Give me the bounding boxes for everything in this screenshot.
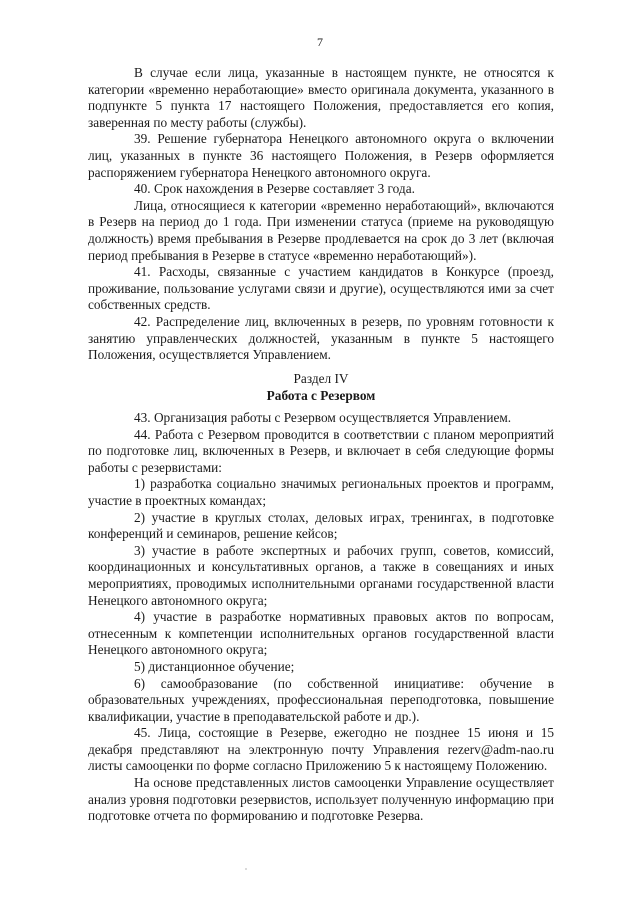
section-title: Работа с Резервом <box>266 387 376 403</box>
section-heading <box>88 371 554 404</box>
paragraph-40: 40. Срок нахождения в Резерве составляет 3 года. <box>134 181 415 197</box>
list-item-3: 3) участие в работе экспертных и рабочих групп, советов, комиссий, координационных и консультативных органов, а также в совещаниях и иных мероприятиях, проводимых исполнительными органами государственной власти Ненецкого автономного округа; <box>88 542 554 608</box>
paragraph-42: 42. Распределение лиц, включенных в резерв, по уровням готовности к занятию управленческих должностей, указанным в пункте 5 настоящего Положения, осуществляется Управлением. <box>88 313 554 363</box>
page-number: 7 <box>317 35 323 49</box>
list-item-1: 1) разработка социально значимых региональных проектов и программ, участие в проектных командах; <box>88 476 554 508</box>
paragraph-41: 41. Расходы, связанные с участием кандидатов в Конкурсе (проезд, проживание, пользование услугами связи и другие), осуществляются ими за счет собственных средств. <box>88 264 554 313</box>
list-item-5: 5) дистанционное обучение; <box>134 658 295 674</box>
paragraph-copy-note: В случае если лица, указанные в настоящем пункте, не относятся к категории «временно неработающие» вместо оригинала документа, указанного в подпункте 5 пункта 17 настоящего Положения, предоставляется его копия, заверенная по месту работы (службы). <box>88 65 554 130</box>
text-block-part1 <box>88 65 554 364</box>
paragraph-45: 45. Лица, состоящие в Резерве, ежегодно не позднее 15 июня и 15 декабря представляют на электронную почту Управления rezerv@adm-nao.ru листы самооценки по форме согласно Приложению 5 к настоящему Положению. <box>88 725 554 774</box>
section-label: Раздел IV <box>293 371 349 386</box>
list-item-4: 4) участие в разработке нормативных правовых актов по вопросам, отнесенным к компетенции исполнительных органов государственной власти Ненецкого автономного округа; <box>88 609 554 658</box>
list-item-2: 2) участие в круглых столах, деловых играх, тренингах, в подготовке конференций и семинаров, решение кейсов; <box>88 509 554 542</box>
paragraph-44: 44. Работа с Резервом проводится в соответствии с планом мероприятий по подготовке лиц, включенных в Резерв, и включает в себя следующие формы работы с резервистами: <box>88 426 554 475</box>
paragraph-43: 43. Организация работы с Резервом осуществляется Управлением. <box>134 410 512 425</box>
scan-speck <box>245 868 247 870</box>
list-item-6: 6) самообразование (по собственной инициативе: обучение в образовательных учреждениях, профессиональная переподготовка, повышение квалификации, участие в преподавательской работе и др.). <box>88 675 554 724</box>
paragraph-unemployed-period: Лица, относящиеся к категории «временно неработающий», включаются в Резерв на период до 1 года. При изменении статуса (приеме на руководящую должность) время пребывания в Резерве продлевается на срок до 3 лет (включая период пребывания в Резерве в статусе «временно неработающий»). <box>88 197 554 263</box>
paragraph-39: 39. Решение губернатора Ненецкого автономного округа о включении лиц, указанных в пункте 36 настоящего Положения, в Резерв оформляется распоряжением губернатора Ненецкого автономного округа. <box>88 131 554 180</box>
paragraph-self-assessment-analysis: На основе представленных листов самооценки Управление осуществляет анализ уровня подготовки резервистов, использует полученную информацию при подготовке отчета по формированию и подготовке Резерва. <box>88 775 554 824</box>
text-block-part2 <box>88 410 554 825</box>
